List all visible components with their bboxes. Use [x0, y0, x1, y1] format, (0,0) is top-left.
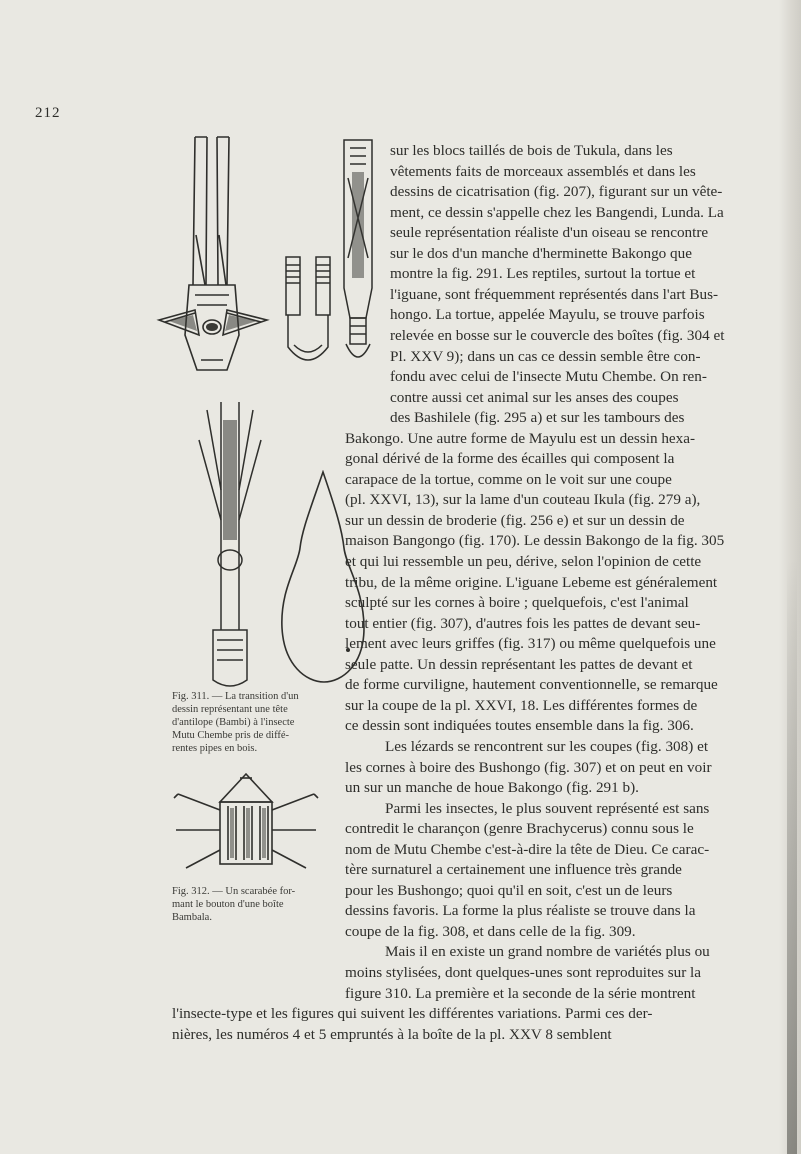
body-line: ment, ce dessin s'appelle chez les Bangendi, Lunda. La	[390, 203, 724, 221]
body-line: pour les Bushongo; quoi qu'il en soit, c'est un de leurs	[345, 881, 673, 899]
caption-line: mant le bouton d'une boîte	[172, 899, 284, 910]
body-line: sur un dessin de broderie (fig. 256 e) et sur un dessin de	[345, 511, 685, 529]
figure-311-caption	[172, 690, 350, 755]
body-line: et qui lui ressemble un peu, dérive, selon l'opinion de cette	[345, 553, 702, 570]
body-line: vêtements faits de morceaux assemblés et dans les	[390, 162, 696, 180]
body-line: dessins de cicatrisation (fig. 207), figurant sur un vête-	[390, 183, 723, 201]
insect-pipe-illustration	[195, 400, 265, 692]
body-line: Bakongo. Une autre forme de Mayulu est un dessin hexa-	[345, 429, 696, 447]
body-line: dessins favoris. La forme la plus réaliste se trouve dans la	[345, 902, 696, 920]
body-line: sur les blocs taillés de bois de Tukula, dans les	[390, 142, 673, 159]
caption-line: Fig. 311. — La transition d'un	[172, 691, 299, 702]
body-line: Mais il en existe un grand nombre de variétés plus ou	[385, 943, 710, 961]
body-line: sur le dos d'un manche d'herminette Bakongo que	[390, 244, 692, 262]
body-line: maison Bangongo (fig. 170). Le dessin Bakongo de la fig. 305	[345, 532, 725, 550]
body-line: hongo. La tortue, appelée Mayulu, se trouve parfois	[390, 306, 705, 324]
body-line: nom de Mutu Chembe c'est-à-dire la tête de Dieu. Ce carac-	[345, 840, 710, 858]
body-line: Les lézards se rencontrent sur les coupes (fig. 308) et	[385, 737, 709, 755]
caption-line: Bambala.	[172, 912, 212, 923]
body-line: les cornes à boire des Bushongo (fig. 307) et on peut en voir	[345, 758, 712, 776]
body-line: (pl. XXVI, 13), sur la lame d'un couteau Ikula (fig. 279 a),	[345, 491, 701, 509]
body-line: tout entier (fig. 307), d'autres fois les pattes de devant seu-	[345, 614, 701, 632]
body-line: relevée en bosse sur le couvercle des boîtes (fig. 304 et	[390, 326, 725, 344]
antelope-head-pipe-illustration	[155, 135, 273, 373]
page-number: 212	[35, 105, 61, 121]
caption-line: dessin représentant une tête	[172, 704, 288, 715]
body-line: des Bashilele (fig. 295 a) et sur les tambours des	[390, 409, 685, 427]
page-edge-dark	[787, 560, 797, 1154]
body-line: carapace de la tortue, comme on le voit sur une coupe	[345, 470, 672, 488]
caption-line: rentes pipes en bois.	[172, 743, 258, 754]
body-line: Parmi les insectes, le plus souvent représenté est sans	[385, 799, 710, 817]
body-line: l'insecte-type et les figures qui suivent les différentes variations. Parmi ces der-	[172, 1005, 653, 1023]
body-line: coupe de la fig. 308, et dans celle de la fig. 309.	[345, 922, 636, 940]
caption-line: Fig. 312. — Un scarabée for-	[172, 886, 296, 897]
figure-312-caption	[172, 885, 350, 924]
body-line: sculpté sur les cornes à boire ; quelquefois, c'est l'animal	[345, 594, 689, 612]
body-line: nières, les numéros 4 et 5 empruntés à la boîte de la pl. XXV 8 semblent	[172, 1025, 612, 1043]
body-line: gonal dérivé de la forme des écailles qui composent la	[345, 450, 675, 468]
body-line: ce dessin sont indiquées toutes ensemble dans la fig. 306.	[345, 717, 694, 735]
carved-knife-illustration	[338, 138, 378, 370]
body-line: tribu, de la même origine. L'iguane Lebeme est généralement	[345, 573, 718, 591]
body-line: un sur un manche de houe Bakongo (fig. 291 b).	[345, 779, 639, 797]
body-line: montre la fig. 291. Les reptiles, surtout la tortue et	[390, 265, 696, 283]
body-line: Pl. XXV 9); dans un cas ce dessin semble être con-	[390, 347, 701, 365]
body-line: figure 310. La première et la seconde de la série montrent	[345, 984, 696, 1002]
body-line: seule patte. Un dessin représentant les pattes de devant et	[345, 655, 693, 673]
body-line: l'iguane, sont fréquemment représentés dans l'art Bus-	[390, 285, 719, 303]
body-line: contre aussi cet animal sur les anses des coupes	[390, 388, 679, 406]
body-line: moins stylisées, dont quelques-unes sont reproduites sur la	[345, 964, 702, 981]
body-line: de forme curviligne, hautement conventionnelle, se remarque	[345, 676, 718, 694]
caption-line: d'antilope (Bambi) à l'insecte	[172, 717, 295, 728]
body-line: contredit le charançon (genre Brachycerus) connu sous le	[345, 820, 694, 838]
body-line: seule représentation réaliste d'un oiseau se rencontre	[390, 224, 709, 242]
body-line: tère surnaturel a certainement une influence très grande	[345, 861, 682, 879]
body-line: fondu avec celui de l'insecte Mutu Chembe. On ren-	[390, 368, 707, 386]
body-line: lement avec leurs griffes (fig. 317) ou même quelquefois une	[345, 635, 716, 653]
caption-line: Mutu Chembe pris de diffé-	[172, 730, 290, 741]
body-line: sur la coupe de la pl. XXVI, 18. Les différentes formes de	[345, 696, 698, 714]
pipe-stem-illustration	[282, 255, 334, 375]
beetle-knob-illustration	[172, 772, 320, 870]
